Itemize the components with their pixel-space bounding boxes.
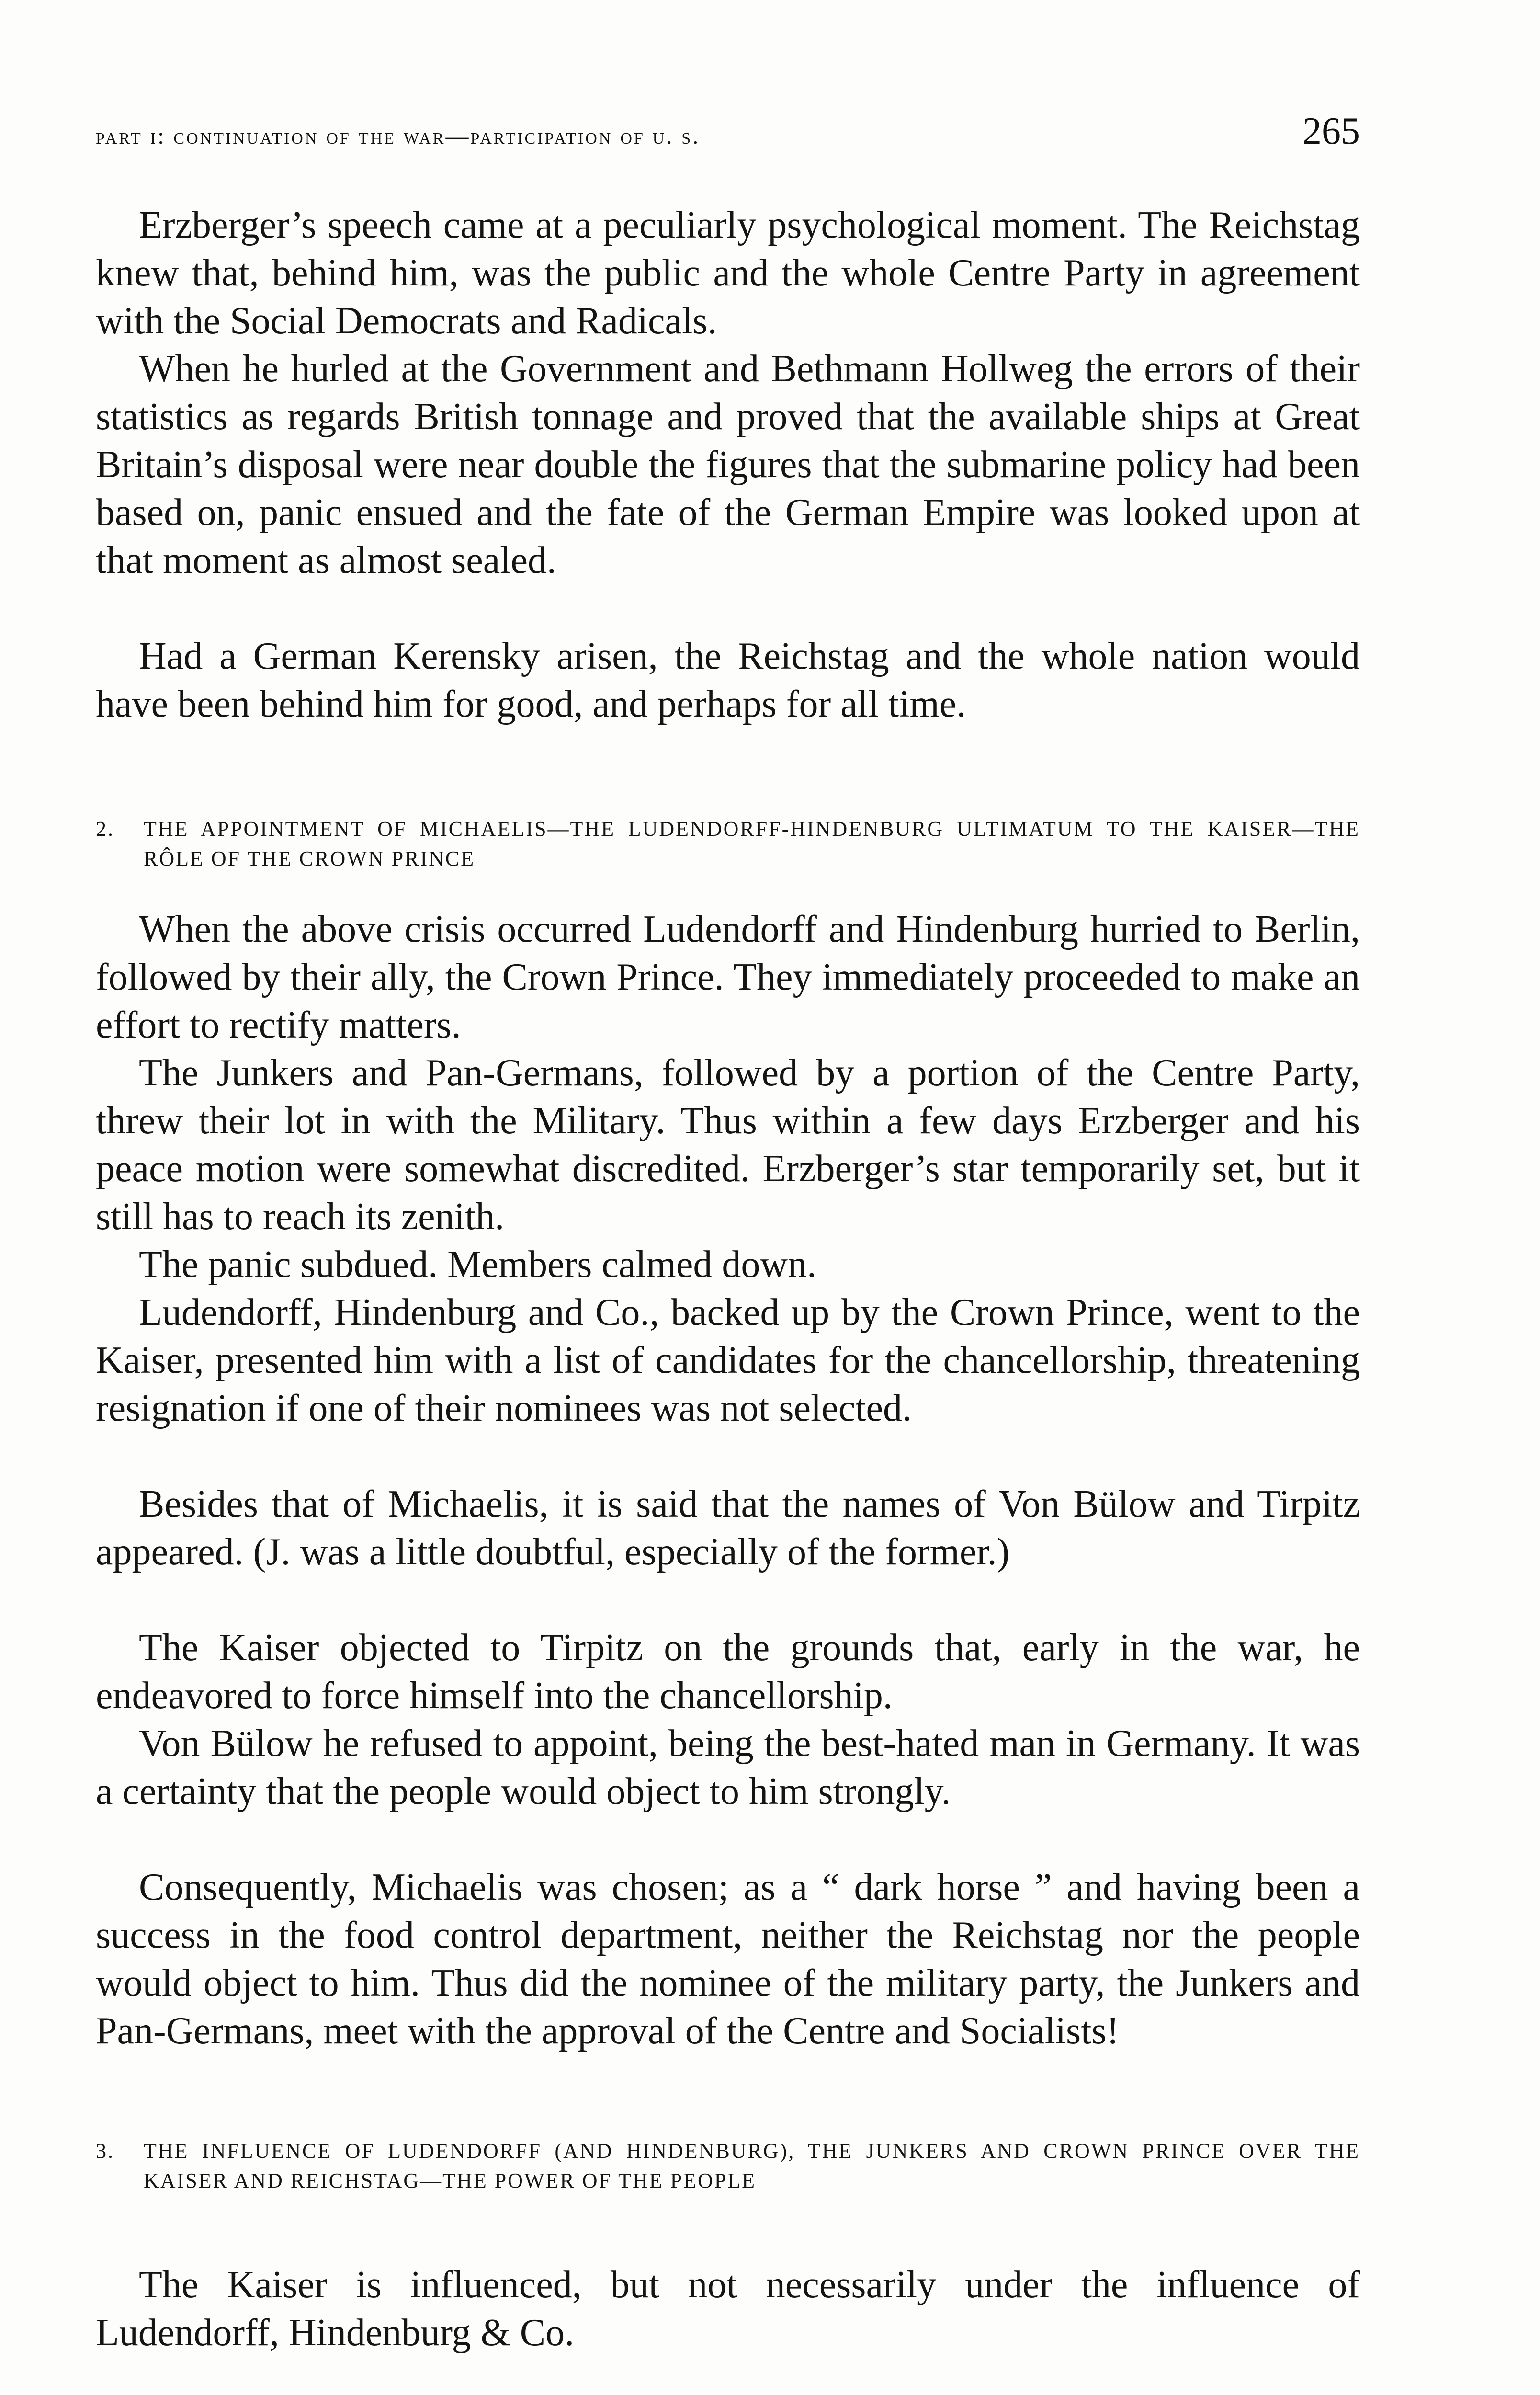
- paragraph-statistics: When he hurled at the Government and Bethmann Hollweg the errors of their statistics as regards British tonnage and proved that the available ships at Great Britain’s disposal were near double the figures that the submarine policy had been based on, panic ensued and the fate of the German Empire was looked upon at that moment as almost sealed.: [96, 348, 1360, 582]
- section-number-3: 3.: [96, 2139, 114, 2163]
- paragraph-crisis: When the above crisis occurred Ludendorff and Hindenburg hurried to Berlin, followed by their ally, the Crown Prince. They immediately proceeded to make an effort to rectify matters.: [96, 908, 1360, 1046]
- section-number-2: 2.: [96, 817, 114, 841]
- section-heading-2-text: THE APPOINTMENT OF MICHAELIS—THE LUDENDORFF-HINDENBURG ULTIMATUM TO THE KAISER—THE RÔLE OF THE CROWN PRINCE: [144, 817, 1360, 870]
- paragraph-von-bulow: Von Bülow he refused to appoint, being the best-hated man in Germany. It was a certainty that the people would object to him strongly.: [96, 1722, 1360, 1813]
- paragraph-junkers: The Junkers and Pan-Germans, followed by a portion of the Centre Party, threw their lot in with the Military. Thus within a few days Erzberger and his peace motion were somewhat discredited. Erzberger’s star temporarily set, but it still has to reach its zenith.: [96, 1052, 1360, 1238]
- paragraph-candidates: Ludendorff, Hindenburg and Co., backed up by the Crown Prince, went to the Kaiser, presented him with a list of candidates for the chancellorship, threatening resignation if one of their nominees was not selected.: [96, 1291, 1360, 1429]
- paragraph-panic: The panic subdued. Members calmed down.: [139, 1243, 817, 1286]
- paragraph-kaiser-influence: The Kaiser is influenced, but not necessarily under the influence of Ludendorff, Hindenburg & Co.: [96, 2264, 1360, 2354]
- paragraph-tirpitz: The Kaiser objected to Tirpitz on the grounds that, early in the war, he endeavored to force himself into the chancellorship.: [96, 1627, 1360, 1717]
- paragraph-erzberger-speech: Erzberger’s speech came at a peculiarly psychological moment. The Reichstag knew that, behind him, was the public and the whole Centre Party in agreement with the Social Democrats and Radicals.: [96, 204, 1360, 342]
- section-heading-3: [96, 2136, 1360, 2196]
- paragraph-michaelis: Consequently, Michaelis was chosen; as a “ dark horse ” and having been a success in the food control department, neither the Reichstag nor the people would object to him. Thus did the nominee of the military party, the Junkers and Pan-Germans, meet with the approval of the Centre and Socialists!: [96, 1866, 1360, 2052]
- page-number: 265: [1302, 110, 1360, 152]
- paragraph-names: Besides that of Michaelis, it is said that the names of Von Bülow and Tirpitz appeared. (J. was a little doubtful, especially of the former.): [96, 1483, 1360, 1573]
- running-header-title: part i: continuation of the war—participation of u. s.: [96, 124, 701, 149]
- section-heading-2: [96, 814, 1360, 874]
- running-header: [96, 101, 1360, 153]
- paragraph-kerensky: Had a German Kerensky arisen, the Reichstag and the whole nation would have been behind him for good, and perhaps for all time.: [96, 635, 1360, 725]
- section-heading-3-text: THE INFLUENCE OF LUDENDORFF (AND HINDENBURG), THE JUNKERS AND CROWN PRINCE OVER THE KAISER AND REICHSTAG—THE POWER OF THE PEOPLE: [144, 2139, 1360, 2192]
